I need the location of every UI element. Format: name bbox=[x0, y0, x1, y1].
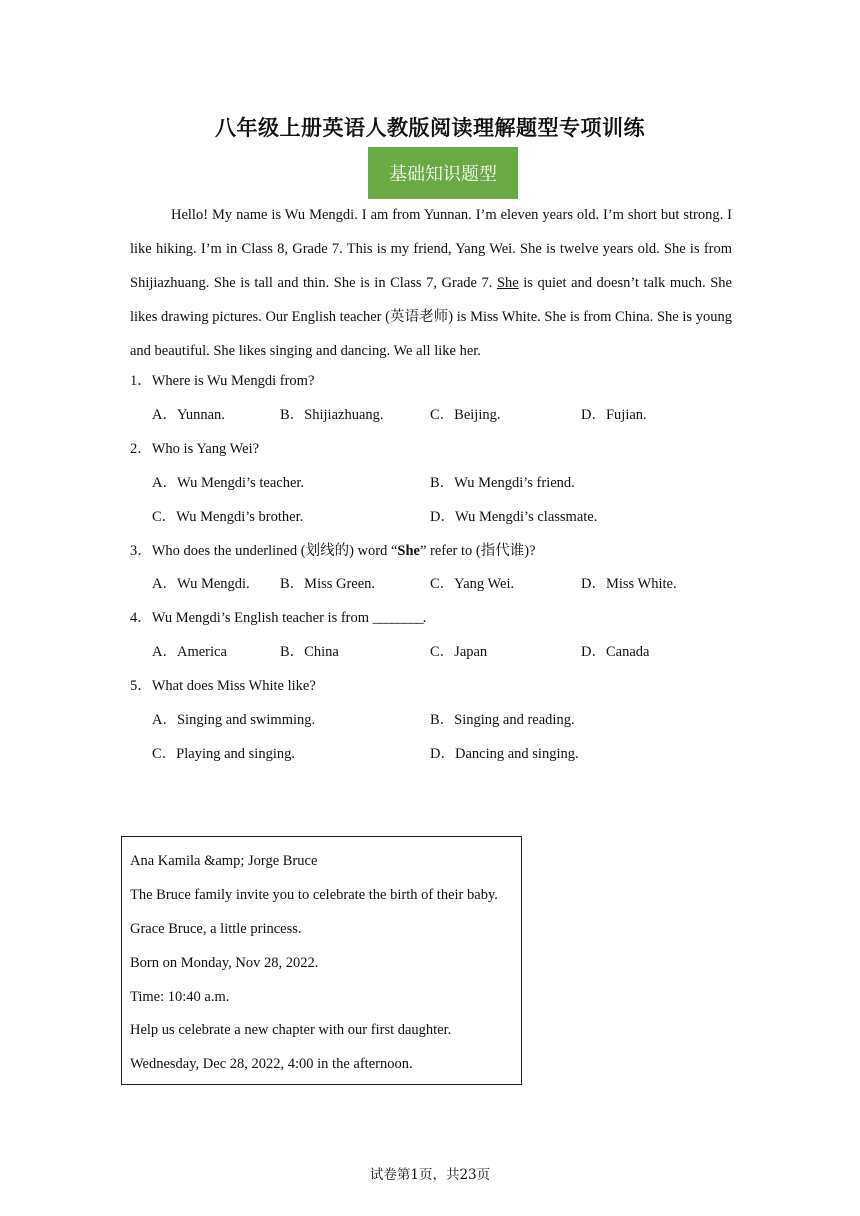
q4-option-b[interactable]: B．China bbox=[280, 644, 339, 660]
question-5 bbox=[130, 669, 316, 703]
invitation-card bbox=[121, 836, 522, 1085]
question-text: What does Miss White like? bbox=[151, 678, 316, 694]
invitation-line: Born on Monday, Nov 28, 2022. bbox=[130, 955, 319, 971]
invitation-line: Ana Kamila &amp; Jorge Bruce bbox=[130, 853, 318, 869]
q5-option-a[interactable]: A．Singing and swimming. bbox=[152, 712, 316, 728]
question-number: 1． bbox=[130, 373, 152, 389]
answer-blank[interactable]: ________ bbox=[372, 610, 423, 626]
passage-text-1: Hello! My name is Wu Mengdi. I am from Yunnan. I’m eleven years old. I’m short but strong. I like hiking. I’m in Class 8, Grade 7. This is my friend, Yang Wei. She is twelve years old. She is from Shijiazhuang. She is tall and thin. She is in Class 7, Grade 7. bbox=[130, 207, 732, 291]
passage-paragraph bbox=[130, 198, 732, 368]
invitation-line: Time: 10:40 a.m. bbox=[130, 989, 230, 1005]
question-3 bbox=[130, 534, 536, 568]
invitation-line: Help us celebrate a new chapter with our first daughter. bbox=[130, 1022, 452, 1038]
q4-option-d[interactable]: D．Canada bbox=[581, 644, 650, 660]
invitation-line: Wednesday, Dec 28, 2022, 4:00 in the afternoon. bbox=[130, 1056, 413, 1072]
q1-option-c[interactable]: C．Beijing. bbox=[430, 407, 501, 423]
q1-option-a[interactable]: A．Yunnan. bbox=[152, 407, 225, 423]
question-text: Who is Yang Wei? bbox=[151, 441, 260, 457]
question-text: Who does the underlined (划线的) word “ bbox=[151, 543, 398, 559]
passage-text-2: is quiet and doesn’t talk much. She likes drawing pictures. Our English teacher (英语老师) is Miss White. She is from China. She is young and beautiful. She likes singing and dancing. We all like her. bbox=[130, 275, 732, 359]
q3-option-b[interactable]: B．Miss Green. bbox=[280, 576, 376, 592]
question-text-end: ” refer to (指代谁)? bbox=[419, 543, 536, 559]
q1-option-d[interactable]: D．Fujian. bbox=[581, 407, 647, 423]
page-title: 八年级上册英语人教版阅读理解题型专项训练 bbox=[215, 116, 645, 140]
q2-option-d[interactable]: D．Wu Mengdi’s classmate. bbox=[430, 509, 598, 525]
q4-option-a[interactable]: A．America bbox=[152, 644, 227, 660]
q5-option-d[interactable]: D．Dancing and singing. bbox=[430, 746, 579, 762]
q1-option-b[interactable]: B．Shijiazhuang. bbox=[280, 407, 384, 423]
question-2 bbox=[130, 432, 259, 466]
question-number: 3． bbox=[130, 543, 152, 559]
q3-option-d[interactable]: D．Miss White. bbox=[581, 576, 677, 592]
underlined-word: She bbox=[496, 275, 519, 291]
question-number: 4． bbox=[130, 610, 152, 626]
question-number: 5． bbox=[130, 678, 152, 694]
q2-option-a[interactable]: A．Wu Mengdi’s teacher. bbox=[152, 475, 305, 491]
reading-passage bbox=[130, 198, 732, 368]
q2-option-c[interactable]: C．Wu Mengdi’s brother. bbox=[152, 509, 304, 525]
question-text-end: . bbox=[422, 610, 427, 626]
question-text: Wu Mengdi’s English teacher is from bbox=[151, 610, 373, 626]
question-4 bbox=[130, 601, 426, 635]
question-bold-word: She bbox=[397, 543, 420, 559]
page-footer: 试卷第1页，共23页 bbox=[369, 1167, 491, 1183]
q2-option-b[interactable]: B．Wu Mengdi’s friend. bbox=[430, 475, 575, 491]
question-number: 2． bbox=[130, 441, 152, 457]
q3-option-a[interactable]: A．Wu Mengdi. bbox=[152, 576, 250, 592]
question-text: Where is Wu Mengdi from? bbox=[151, 373, 315, 389]
q5-option-b[interactable]: B．Singing and reading. bbox=[430, 712, 575, 728]
invitation-line: The Bruce family invite you to celebrate the birth of their baby. bbox=[130, 887, 498, 903]
section-badge: 基础知识题型 bbox=[368, 147, 518, 199]
q5-option-c[interactable]: C．Playing and singing. bbox=[152, 746, 295, 762]
q3-option-c[interactable]: C．Yang Wei. bbox=[430, 576, 515, 592]
question-1 bbox=[130, 364, 314, 398]
invitation-line: Grace Bruce, a little princess. bbox=[130, 921, 302, 937]
q4-option-c[interactable]: C．Japan bbox=[430, 644, 488, 660]
